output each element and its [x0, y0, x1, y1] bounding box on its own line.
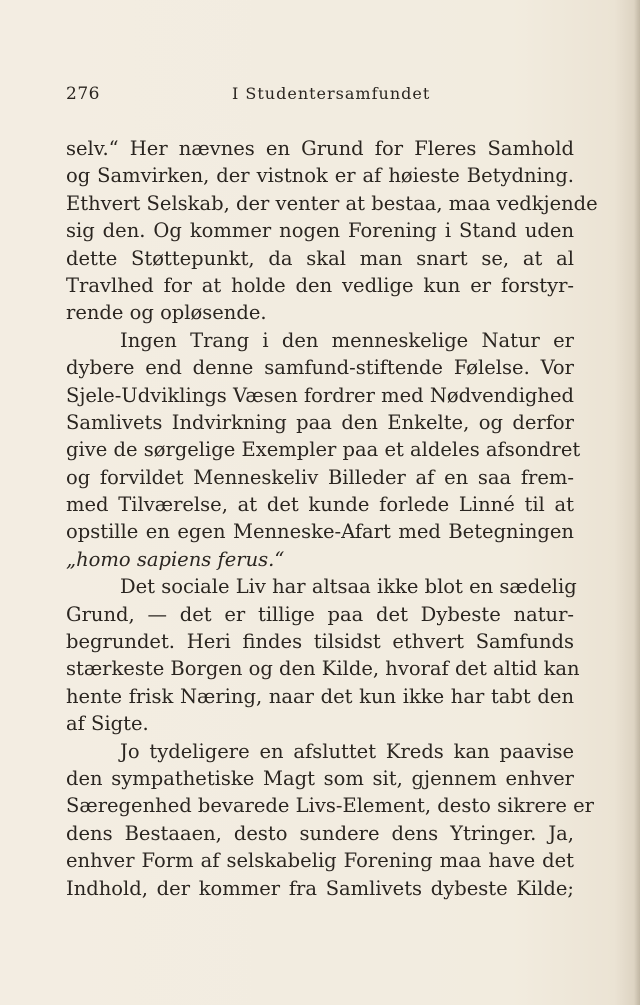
running-title: I Studentersamfundet	[232, 84, 431, 103]
text-line: Sjele-Udviklings Væsen fordrer med Nødvendighed	[66, 383, 574, 407]
text-line: dette Støttepunkt, da skal man snart se, at al	[66, 246, 574, 270]
text-line: selv.“ Her nævnes en Grund for Fleres Samhold	[66, 137, 574, 160]
text-line: og Samvirken, der vistnok er af høieste Betydning.	[66, 164, 574, 188]
text-line: dybere end denne samfund-stiftende Følelse. Vor	[66, 356, 574, 380]
page-edge-shadow	[634, 0, 640, 1005]
text-line: af Sigte.	[66, 712, 149, 736]
text-line: stærkeste Borgen og den Kilde, hvoraf det altid kan	[66, 657, 580, 681]
body-text	[66, 135, 598, 902]
text-line: Særegenhed bevarede Livs-Element, desto sikrere er	[66, 794, 594, 818]
text-line: enhver Form af selskabelig Forening maa have det	[66, 849, 574, 873]
text-line: rende og opløsende.	[66, 301, 267, 325]
text-line: Indhold, der kommer fra Samlivets dybeste Kilde;	[66, 876, 574, 900]
page-number: 276	[66, 84, 100, 104]
text-line: „homo sapiens ferus.“	[66, 547, 285, 571]
text-line: og forvildet Menneskeliv Billeder af en saa frem-	[66, 465, 574, 489]
text-line: Jo tydeligere en afsluttet Kreds kan paavise	[120, 739, 574, 763]
text-line: Grund, — det er tillige paa det Dybeste natur-	[66, 602, 574, 626]
text-line: med Tilværelse, at det kunde forlede Linné til at	[66, 493, 574, 517]
text-line: Travlhed for at holde den vedlige kun er forstyr-	[66, 273, 574, 297]
text-line: begrundet. Heri findes tilsidst ethvert Samfunds	[66, 630, 574, 654]
page-header	[66, 84, 574, 110]
text-line: Det sociale Liv har altsaa ikke blot en sædelig	[120, 575, 577, 599]
text-line: dens Bestaaen, desto sundere dens Ytringer. Ja,	[66, 821, 574, 845]
text-line: Ethvert Selskab, der venter at bestaa, maa vedkjende	[66, 191, 598, 215]
text-line: give de sørgelige Exempler paa et aldeles afsondret	[66, 438, 581, 462]
text-line: den sympathetiske Magt som sit, gjennem enhver	[66, 766, 574, 790]
text-line: opstille en egen Menneske-Afart med Betegningen	[66, 520, 574, 544]
text-line: hente frisk Næring, naar det kun ikke har tabt den	[66, 684, 574, 708]
text-line: sig den. Og kommer nogen Forening i Stand uden	[66, 219, 574, 243]
text-line: Samlivets Indvirkning paa den Enkelte, og derfor	[66, 410, 574, 434]
text-line: Ingen Trang i den menneskelige Natur er	[120, 328, 574, 352]
